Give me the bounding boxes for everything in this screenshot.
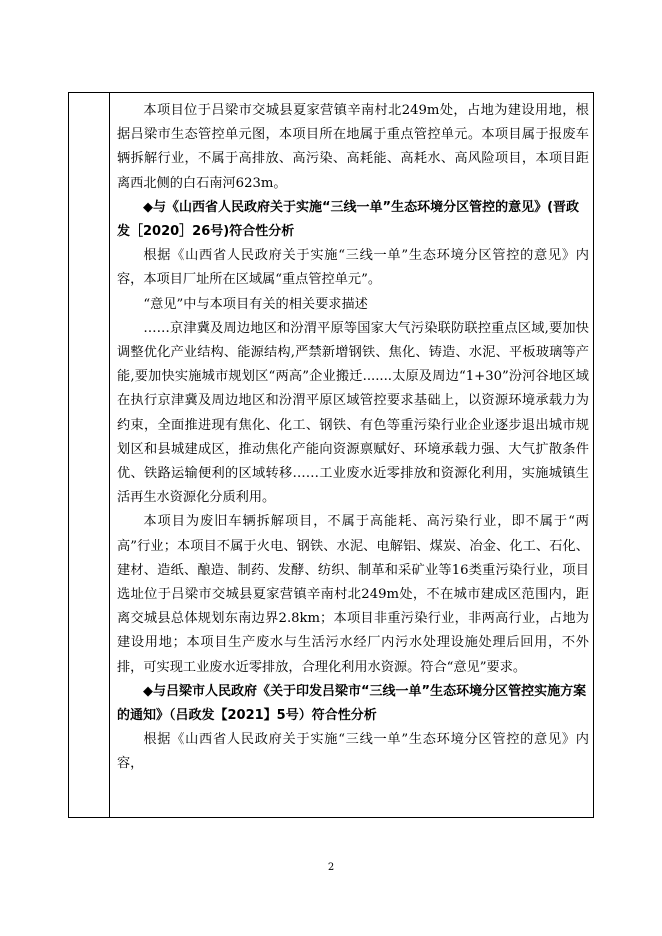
paragraph-project-location: 本项目位于吕梁市交城县夏家营镇辛南村北249m处，占地为建设用地，根据吕梁市生态管控单元图，本项目所在地属于重点管控单元。本项目属于报废车辆拆解行业，不属于高排放、高污染、高耗能、高耗水、高风险项目，本项目距离西北侧的白石南河623m。 <box>117 103 589 191</box>
paragraph-opinion-requirements-quote: ……京津冀及周边地区和汾渭平原等国家大气污染联防联控重点区域,要加快调整优化产业结构、能源结构,严禁新增钢铁、焦化、铸造、水泥、平板玻璃等产能,要加快实施城市规划区“两高”企业搬迁.......太原及周边“1+30”汾河谷地区域在执行京津冀及周边地区和汾渭平原区域管控要求基础上，以资源环境承载力为约束，全面推进现有焦化、化工、钢铁、有色等重污染行业企业逐步退出城市规划区和县城建成区，推动焦化产能向资源禀赋好、环境承载力强、大气扩散条件优、铁路运输便利的区域转移……工业废水近零排放和资源化利用，实施城镇生活再生水资源化分质利用。 <box>117 320 589 506</box>
document-table <box>68 92 594 818</box>
table-content-cell <box>117 99 589 777</box>
page-number: 2 <box>327 862 335 873</box>
paragraph-project-compliance: 本项目为废旧车辆拆解项目，不属于高能耗、高污染行业，即不属于“两高”行业；本项目不属于火电、钢铁、水泥、电解铝、煤炭、冶金、化工、石化、建材、造纸、酿造、制药、发酵、纺织、制革和采矿业等16类重污染行业，项目选址位于吕梁市交城县夏家营镇辛南村北249m处，不在城市建成区范围内，距离交城县总体规划东南边界2.8km；本项目非重污染行业，非两高行业，占地为建设用地；本项目生产废水与生活污水经厂内污水处理设施处理后回用，不外排，可实现工业废水近零排放，合理化利用水资源。符合“意见”要求。 <box>117 514 589 675</box>
heading-lvliang-notice-analysis: ◆与吕梁市人民政府《关于印发吕梁市“三线一单”生态环境分区管控实施方案的通知》（吕政发【2021】5号）符合性分析 <box>117 683 587 724</box>
paragraph-lvliang-notice-content: 根据《山西省人民政府关于实施“三线一单”生态环境分区管控的意见》内容， <box>117 732 589 772</box>
paragraph-shanxi-opinion-content: 根据《山西省人民政府关于实施“三线一单”生态环境分区管控的意见》内容，本项目厂址所在区域属“重点管控单元”。 <box>117 248 589 288</box>
heading-shanxi-opinion-analysis: ◆与《山西省人民政府关于实施“三线一单”生态环境分区管控的意见》(晋政发［2020］26号)符合性分析 <box>117 199 580 240</box>
table-column-divider <box>109 93 110 817</box>
paragraph-opinion-requirements-intro: “意见”中与本项目有关的相关要求描述 <box>143 296 368 312</box>
